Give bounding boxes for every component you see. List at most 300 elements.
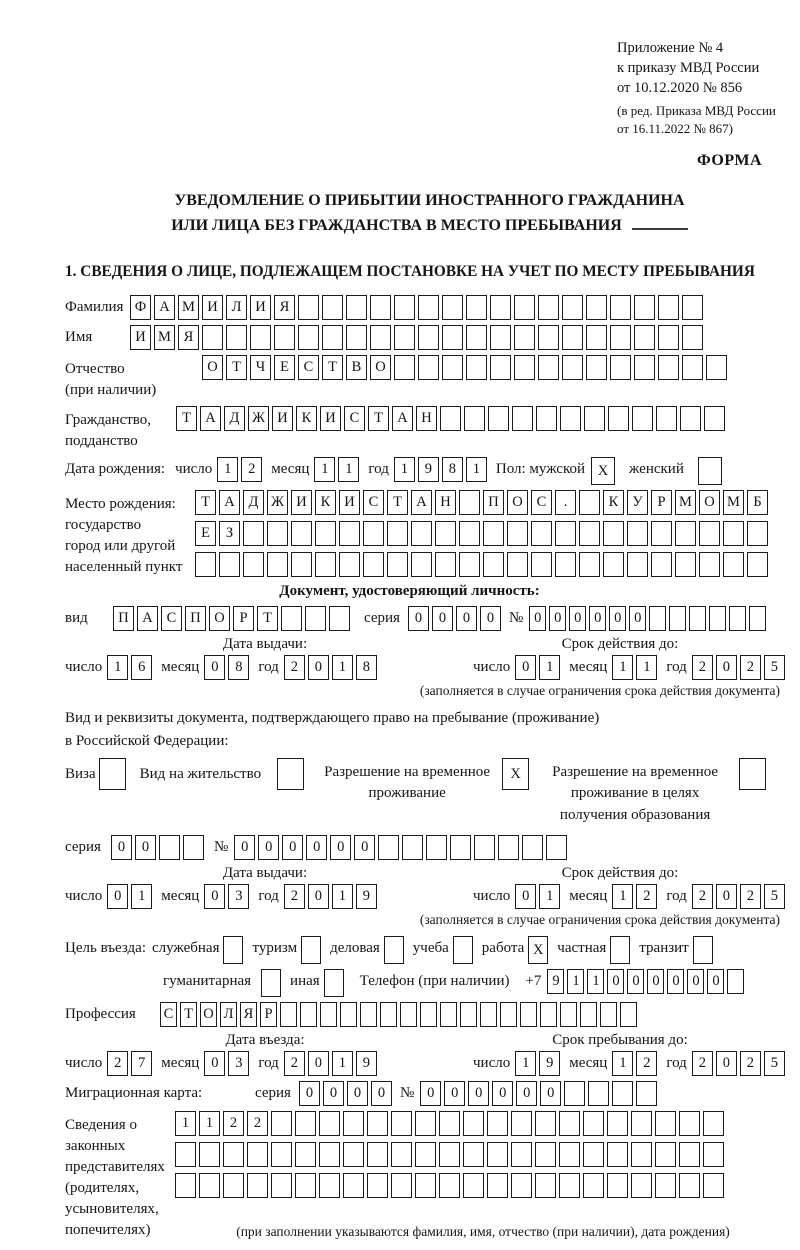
purpose-study-checkbox[interactable]: [453, 936, 473, 964]
char-cell[interactable]: 1: [587, 969, 604, 994]
char-cell[interactable]: Я: [240, 1002, 257, 1027]
char-cell[interactable]: М: [675, 490, 696, 515]
char-cell[interactable]: [588, 1081, 609, 1106]
char-cell[interactable]: [291, 552, 312, 577]
char-cell[interactable]: [380, 1002, 397, 1027]
char-cell[interactable]: [435, 552, 456, 577]
char-cell[interactable]: Ж: [248, 406, 269, 431]
char-cell[interactable]: 0: [234, 835, 255, 860]
char-cell[interactable]: [343, 1142, 364, 1167]
char-cell[interactable]: [418, 355, 439, 380]
char-cell[interactable]: [723, 521, 744, 546]
char-cell[interactable]: 0: [480, 606, 501, 631]
char-cell[interactable]: [463, 1173, 484, 1198]
temp-residence-checkbox[interactable]: [502, 758, 529, 790]
char-cell[interactable]: [466, 295, 487, 320]
char-cell[interactable]: [669, 606, 686, 631]
char-cell[interactable]: У: [627, 490, 648, 515]
char-cell[interactable]: Р: [233, 606, 254, 631]
char-cell[interactable]: [579, 521, 600, 546]
char-cell[interactable]: [442, 325, 463, 350]
char-cell[interactable]: П: [483, 490, 504, 515]
char-cell[interactable]: Ч: [250, 355, 271, 380]
purpose-tourism-checkbox[interactable]: [301, 936, 321, 964]
char-cell[interactable]: 2: [241, 457, 262, 482]
char-cell[interactable]: 0: [456, 606, 477, 631]
char-cell[interactable]: 9: [539, 1051, 560, 1076]
char-cell[interactable]: [583, 1173, 604, 1198]
char-cell[interactable]: 0: [432, 606, 453, 631]
char-cell[interactable]: 3: [228, 1051, 249, 1076]
char-cell[interactable]: [651, 552, 672, 577]
char-cell[interactable]: [280, 1002, 297, 1027]
char-cell[interactable]: 6: [131, 655, 152, 680]
char-cell[interactable]: С: [160, 1002, 177, 1027]
char-cell[interactable]: 1: [338, 457, 359, 482]
char-cell[interactable]: [271, 1111, 292, 1136]
char-cell[interactable]: Л: [220, 1002, 237, 1027]
char-cell[interactable]: .: [555, 490, 576, 515]
char-cell[interactable]: [584, 406, 605, 431]
char-cell[interactable]: [511, 1173, 532, 1198]
char-cell[interactable]: 0: [529, 606, 546, 631]
char-cell[interactable]: [301, 936, 321, 964]
char-cell[interactable]: [363, 552, 384, 577]
char-cell[interactable]: О: [507, 490, 528, 515]
char-cell[interactable]: Д: [243, 490, 264, 515]
char-cell[interactable]: [367, 1173, 388, 1198]
char-cell[interactable]: [343, 1111, 364, 1136]
char-cell[interactable]: [636, 1081, 657, 1106]
char-cell[interactable]: 5: [764, 655, 785, 680]
char-cell[interactable]: [603, 521, 624, 546]
char-cell[interactable]: 2: [284, 884, 305, 909]
char-cell[interactable]: [610, 355, 631, 380]
char-cell[interactable]: И: [320, 406, 341, 431]
visa-checkbox[interactable]: [99, 758, 126, 790]
char-cell[interactable]: [583, 1111, 604, 1136]
char-cell[interactable]: [453, 936, 473, 964]
char-cell[interactable]: [250, 325, 271, 350]
char-cell[interactable]: [411, 552, 432, 577]
char-cell[interactable]: [535, 1111, 556, 1136]
char-cell[interactable]: [655, 1142, 676, 1167]
purpose-humanitarian-checkbox[interactable]: [261, 969, 281, 997]
char-cell[interactable]: 5: [764, 1051, 785, 1076]
char-cell[interactable]: [555, 552, 576, 577]
char-cell[interactable]: [531, 521, 552, 546]
char-cell[interactable]: С: [344, 406, 365, 431]
char-cell[interactable]: [536, 406, 557, 431]
char-cell[interactable]: [511, 1142, 532, 1167]
char-cell[interactable]: [418, 325, 439, 350]
char-cell[interactable]: [559, 1173, 580, 1198]
char-cell[interactable]: [466, 325, 487, 350]
char-cell[interactable]: [704, 406, 725, 431]
char-cell[interactable]: [199, 1142, 220, 1167]
char-cell[interactable]: [394, 295, 415, 320]
char-cell[interactable]: [346, 325, 367, 350]
char-cell[interactable]: [223, 1173, 244, 1198]
char-cell[interactable]: [490, 295, 511, 320]
char-cell[interactable]: [459, 552, 480, 577]
char-cell[interactable]: [319, 1111, 340, 1136]
char-cell[interactable]: [435, 521, 456, 546]
char-cell[interactable]: [627, 521, 648, 546]
char-cell[interactable]: [675, 521, 696, 546]
char-cell[interactable]: 2: [284, 1051, 305, 1076]
char-cell[interactable]: [693, 936, 713, 964]
char-cell[interactable]: [384, 936, 404, 964]
char-cell[interactable]: [271, 1142, 292, 1167]
char-cell[interactable]: [559, 1111, 580, 1136]
char-cell[interactable]: [300, 1002, 317, 1027]
char-cell[interactable]: 2: [740, 884, 761, 909]
purpose-transit-checkbox[interactable]: [693, 936, 713, 964]
char-cell[interactable]: [698, 457, 722, 485]
char-cell[interactable]: [295, 1173, 316, 1198]
char-cell[interactable]: [747, 552, 768, 577]
char-cell[interactable]: 5: [764, 884, 785, 909]
char-cell[interactable]: П: [113, 606, 134, 631]
char-cell[interactable]: 9: [418, 457, 439, 482]
char-cell[interactable]: [439, 1111, 460, 1136]
char-cell[interactable]: 0: [492, 1081, 513, 1106]
char-cell[interactable]: 0: [204, 884, 225, 909]
char-cell[interactable]: [439, 1142, 460, 1167]
char-cell[interactable]: 0: [647, 969, 664, 994]
char-cell[interactable]: [261, 969, 281, 997]
char-cell[interactable]: [487, 1142, 508, 1167]
char-cell[interactable]: Я: [178, 325, 199, 350]
char-cell[interactable]: [298, 295, 319, 320]
char-cell[interactable]: [498, 835, 519, 860]
char-cell[interactable]: 0: [516, 1081, 537, 1106]
char-cell[interactable]: [564, 1081, 585, 1106]
char-cell[interactable]: 0: [468, 1081, 489, 1106]
char-cell[interactable]: [442, 295, 463, 320]
char-cell[interactable]: 9: [356, 1051, 377, 1076]
char-cell[interactable]: Т: [195, 490, 216, 515]
char-cell[interactable]: [363, 521, 384, 546]
char-cell[interactable]: [483, 521, 504, 546]
char-cell[interactable]: 1: [175, 1111, 196, 1136]
char-cell[interactable]: [199, 1173, 220, 1198]
char-cell[interactable]: 0: [299, 1081, 320, 1106]
char-cell[interactable]: [402, 835, 423, 860]
char-cell[interactable]: 2: [692, 1051, 713, 1076]
char-cell[interactable]: [535, 1173, 556, 1198]
char-cell[interactable]: [703, 1142, 724, 1167]
char-cell[interactable]: [634, 295, 655, 320]
char-cell[interactable]: Т: [387, 490, 408, 515]
char-cell[interactable]: 0: [371, 1081, 392, 1106]
char-cell[interactable]: 0: [627, 969, 644, 994]
char-cell[interactable]: [295, 1111, 316, 1136]
char-cell[interactable]: [387, 521, 408, 546]
char-cell[interactable]: [320, 1002, 337, 1027]
char-cell[interactable]: [394, 325, 415, 350]
char-cell[interactable]: К: [315, 490, 336, 515]
char-cell[interactable]: [418, 295, 439, 320]
char-cell[interactable]: [723, 552, 744, 577]
char-cell[interactable]: [223, 936, 243, 964]
char-cell[interactable]: 0: [629, 606, 646, 631]
char-cell[interactable]: 1: [314, 457, 335, 482]
char-cell[interactable]: [679, 1173, 700, 1198]
char-cell[interactable]: [586, 295, 607, 320]
char-cell[interactable]: [682, 355, 703, 380]
char-cell[interactable]: Р: [651, 490, 672, 515]
char-cell[interactable]: [394, 355, 415, 380]
char-cell[interactable]: [324, 969, 344, 997]
char-cell[interactable]: [520, 1002, 537, 1027]
char-cell[interactable]: [426, 835, 447, 860]
char-cell[interactable]: 0: [204, 1051, 225, 1076]
char-cell[interactable]: А: [411, 490, 432, 515]
char-cell[interactable]: [607, 1111, 628, 1136]
char-cell[interactable]: X: [502, 758, 529, 790]
char-cell[interactable]: [277, 758, 304, 790]
char-cell[interactable]: [247, 1173, 268, 1198]
char-cell[interactable]: 0: [282, 835, 303, 860]
char-cell[interactable]: 8: [228, 655, 249, 680]
char-cell[interactable]: [319, 1142, 340, 1167]
char-cell[interactable]: [315, 552, 336, 577]
char-cell[interactable]: [490, 355, 511, 380]
char-cell[interactable]: [620, 1002, 637, 1027]
char-cell[interactable]: [322, 295, 343, 320]
char-cell[interactable]: 1: [107, 655, 128, 680]
char-cell[interactable]: [703, 1173, 724, 1198]
temp-residence-edu-checkbox[interactable]: [739, 758, 766, 790]
char-cell[interactable]: [339, 521, 360, 546]
char-cell[interactable]: [610, 295, 631, 320]
purpose-work-checkbox[interactable]: [528, 936, 548, 964]
char-cell[interactable]: 0: [569, 606, 586, 631]
char-cell[interactable]: [538, 355, 559, 380]
char-cell[interactable]: 1: [466, 457, 487, 482]
char-cell[interactable]: Я: [274, 295, 295, 320]
char-cell[interactable]: [562, 355, 583, 380]
char-cell[interactable]: Т: [322, 355, 343, 380]
char-cell[interactable]: [703, 1111, 724, 1136]
char-cell[interactable]: [651, 521, 672, 546]
char-cell[interactable]: 0: [308, 1051, 329, 1076]
char-cell[interactable]: [679, 1111, 700, 1136]
char-cell[interactable]: К: [603, 490, 624, 515]
purpose-private-checkbox[interactable]: [610, 936, 630, 964]
char-cell[interactable]: 1: [515, 1051, 536, 1076]
char-cell[interactable]: 2: [636, 884, 657, 909]
char-cell[interactable]: 0: [549, 606, 566, 631]
char-cell[interactable]: П: [185, 606, 206, 631]
char-cell[interactable]: Т: [176, 406, 197, 431]
char-cell[interactable]: [415, 1142, 436, 1167]
char-cell[interactable]: [99, 758, 126, 790]
char-cell[interactable]: [727, 969, 744, 994]
char-cell[interactable]: М: [154, 325, 175, 350]
sex-male-checkbox[interactable]: [591, 457, 615, 485]
char-cell[interactable]: [440, 406, 461, 431]
char-cell[interactable]: [459, 521, 480, 546]
char-cell[interactable]: 1: [199, 1111, 220, 1136]
char-cell[interactable]: [649, 606, 666, 631]
char-cell[interactable]: [322, 325, 343, 350]
char-cell[interactable]: [319, 1173, 340, 1198]
char-cell[interactable]: [295, 1142, 316, 1167]
char-cell[interactable]: З: [219, 521, 240, 546]
char-cell[interactable]: [183, 835, 204, 860]
char-cell[interactable]: 2: [692, 884, 713, 909]
char-cell[interactable]: [579, 552, 600, 577]
char-cell[interactable]: [226, 325, 247, 350]
char-cell[interactable]: С: [298, 355, 319, 380]
char-cell[interactable]: [411, 521, 432, 546]
char-cell[interactable]: [656, 406, 677, 431]
char-cell[interactable]: [298, 325, 319, 350]
char-cell[interactable]: [680, 406, 701, 431]
char-cell[interactable]: 1: [217, 457, 238, 482]
char-cell[interactable]: 9: [356, 884, 377, 909]
char-cell[interactable]: [487, 1173, 508, 1198]
char-cell[interactable]: [480, 1002, 497, 1027]
char-cell[interactable]: [360, 1002, 377, 1027]
char-cell[interactable]: 8: [356, 655, 377, 680]
char-cell[interactable]: [219, 552, 240, 577]
char-cell[interactable]: [531, 552, 552, 577]
char-cell[interactable]: [329, 606, 350, 631]
char-cell[interactable]: 0: [347, 1081, 368, 1106]
char-cell[interactable]: [514, 325, 535, 350]
char-cell[interactable]: 0: [716, 1051, 737, 1076]
char-cell[interactable]: Р: [260, 1002, 277, 1027]
char-cell[interactable]: 8: [442, 457, 463, 482]
char-cell[interactable]: 0: [306, 835, 327, 860]
char-cell[interactable]: 2: [107, 1051, 128, 1076]
char-cell[interactable]: [367, 1142, 388, 1167]
char-cell[interactable]: 0: [707, 969, 724, 994]
char-cell[interactable]: [391, 1173, 412, 1198]
char-cell[interactable]: Т: [226, 355, 247, 380]
char-cell[interactable]: О: [699, 490, 720, 515]
char-cell[interactable]: 0: [607, 969, 624, 994]
char-cell[interactable]: [507, 552, 528, 577]
char-cell[interactable]: Ж: [267, 490, 288, 515]
char-cell[interactable]: [612, 1081, 633, 1106]
char-cell[interactable]: [559, 1142, 580, 1167]
char-cell[interactable]: Е: [274, 355, 295, 380]
char-cell[interactable]: 2: [740, 1051, 761, 1076]
char-cell[interactable]: [281, 606, 302, 631]
char-cell[interactable]: [440, 1002, 457, 1027]
char-cell[interactable]: 0: [716, 884, 737, 909]
char-cell[interactable]: [607, 1173, 628, 1198]
char-cell[interactable]: М: [723, 490, 744, 515]
char-cell[interactable]: 2: [247, 1111, 268, 1136]
char-cell[interactable]: [583, 1142, 604, 1167]
char-cell[interactable]: 1: [612, 1051, 633, 1076]
char-cell[interactable]: [608, 406, 629, 431]
char-cell[interactable]: [247, 1142, 268, 1167]
char-cell[interactable]: 0: [107, 884, 128, 909]
char-cell[interactable]: [747, 521, 768, 546]
char-cell[interactable]: [586, 325, 607, 350]
char-cell[interactable]: [442, 355, 463, 380]
char-cell[interactable]: О: [370, 355, 391, 380]
char-cell[interactable]: В: [346, 355, 367, 380]
char-cell[interactable]: С: [531, 490, 552, 515]
char-cell[interactable]: 0: [330, 835, 351, 860]
char-cell[interactable]: [634, 325, 655, 350]
char-cell[interactable]: 1: [394, 457, 415, 482]
char-cell[interactable]: [367, 1111, 388, 1136]
char-cell[interactable]: [488, 406, 509, 431]
char-cell[interactable]: Д: [224, 406, 245, 431]
char-cell[interactable]: И: [202, 295, 223, 320]
char-cell[interactable]: [415, 1173, 436, 1198]
char-cell[interactable]: 0: [667, 969, 684, 994]
char-cell[interactable]: [699, 552, 720, 577]
char-cell[interactable]: М: [178, 295, 199, 320]
char-cell[interactable]: 0: [444, 1081, 465, 1106]
char-cell[interactable]: [466, 355, 487, 380]
char-cell[interactable]: Т: [368, 406, 389, 431]
char-cell[interactable]: [706, 355, 727, 380]
char-cell[interactable]: 1: [612, 884, 633, 909]
char-cell[interactable]: 2: [692, 655, 713, 680]
char-cell[interactable]: [580, 1002, 597, 1027]
residence-permit-checkbox[interactable]: [277, 758, 304, 790]
char-cell[interactable]: 1: [131, 884, 152, 909]
char-cell[interactable]: [175, 1173, 196, 1198]
char-cell[interactable]: [562, 295, 583, 320]
char-cell[interactable]: [560, 1002, 577, 1027]
char-cell[interactable]: 1: [332, 655, 353, 680]
char-cell[interactable]: С: [363, 490, 384, 515]
char-cell[interactable]: [267, 552, 288, 577]
title-blank-underline[interactable]: [632, 214, 688, 230]
char-cell[interactable]: [243, 552, 264, 577]
char-cell[interactable]: 2: [740, 655, 761, 680]
char-cell[interactable]: [464, 406, 485, 431]
char-cell[interactable]: И: [272, 406, 293, 431]
char-cell[interactable]: [370, 295, 391, 320]
char-cell[interactable]: [749, 606, 766, 631]
char-cell[interactable]: А: [137, 606, 158, 631]
char-cell[interactable]: [658, 355, 679, 380]
char-cell[interactable]: 3: [228, 884, 249, 909]
char-cell[interactable]: [175, 1142, 196, 1167]
char-cell[interactable]: [223, 1142, 244, 1167]
char-cell[interactable]: [627, 552, 648, 577]
char-cell[interactable]: Т: [180, 1002, 197, 1027]
char-cell[interactable]: [600, 1002, 617, 1027]
char-cell[interactable]: 2: [223, 1111, 244, 1136]
char-cell[interactable]: [610, 325, 631, 350]
char-cell[interactable]: 1: [567, 969, 584, 994]
char-cell[interactable]: Л: [226, 295, 247, 320]
char-cell[interactable]: [538, 295, 559, 320]
char-cell[interactable]: 0: [515, 655, 536, 680]
char-cell[interactable]: [474, 835, 495, 860]
char-cell[interactable]: [675, 552, 696, 577]
char-cell[interactable]: [555, 521, 576, 546]
char-cell[interactable]: [267, 521, 288, 546]
char-cell[interactable]: [540, 1002, 557, 1027]
char-cell[interactable]: [562, 325, 583, 350]
char-cell[interactable]: [514, 295, 535, 320]
